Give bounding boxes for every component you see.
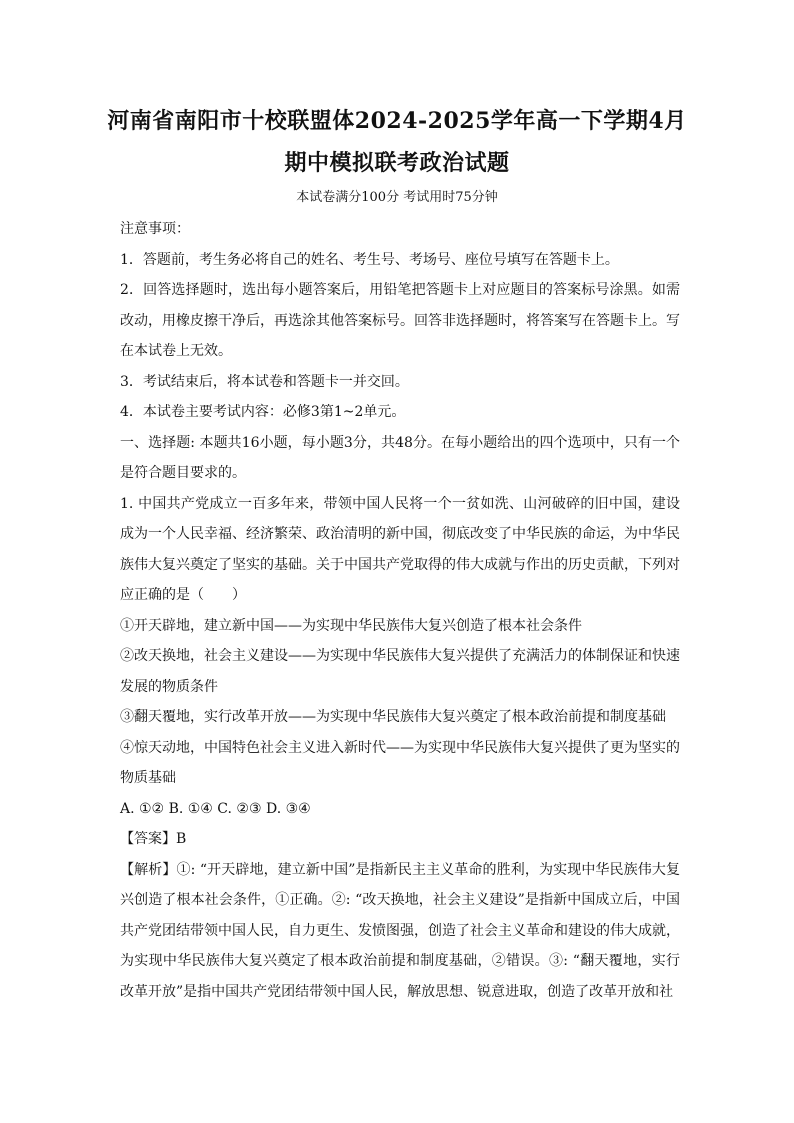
document-title-line1: 河南省南阳市十校联盟体2024-2025学年高一下学期4月 xyxy=(107,108,687,134)
notice-item: 1．答题前，考生务必将自己的姓名、考生号、考场号、座位号填写在答题卡上。 xyxy=(120,251,619,268)
question-stem: 1. 中国共产党成立一百多年来，带领中国人民将一个一贫如洗、山河破碎的旧中国，建设成为一个人民幸福、经济繁荣、政治清明的新中国，彻底改变了中华民族的命运，为中华民族伟大复兴奠定了坚实的基础。关于中国共产党取得的伟大成就与作出的历史贡献，下列对应正确的是（ ） xyxy=(120,495,680,603)
question-statement: ②改天换地，社会主义建设——为实现中华民族伟大复兴提供了充满活力的体制保证和快速发展的物质条件 xyxy=(120,648,680,695)
document-body xyxy=(120,214,680,1007)
question-statement: ④惊天动地，中国特色社会主义进入新时代——为实现中华民族伟大复兴提供了更为坚实的物质基础 xyxy=(120,739,680,786)
notice-item: 3．考试结束后，将本试卷和答题卡一并交回。 xyxy=(120,373,409,390)
analysis-paragraph: 【解析】①: “开天辟地，建立新中国”是指新民主主义革命的胜利，为实现中华民族伟大复兴创造了根本社会条件，①正确。②: “改天换地，社会主义建设”是指新中国成立后，中国共产党团结带领中国人民，自力更生、发愤图强，创造了社会主义革命和建设的伟大成就，为实现中华民族伟大复兴奠定了根本政治前提和制度基础，②错误。③: “翻天覆地，实行改革开放”是指中国共产党团结带领中国人民，解放思想、锐意进取，创造了改革开放和社 xyxy=(120,861,680,1000)
notice-item: 2．回答选择题时，选出每小题答案后，用铅笔把答题卡上对应题目的答案标号涂黑。如需改动，用橡皮擦干净后，再选涂其他答案标号。回答非选择题时，将答案写在答题卡上。写在本试卷上无效。 xyxy=(120,282,680,359)
notice-item: 4．本试卷主要考试内容：必修3第1~2单元。 xyxy=(120,404,406,420)
exam-info: 本试卷满分100分 考试用时75分钟 xyxy=(296,190,498,205)
question-statement: ③翻天覆地，实行改革开放——为实现中华民族伟大复兴奠定了根本政治前提和制度基础 xyxy=(120,709,666,725)
document-title-line2: 期中模拟联考政治试题 xyxy=(284,150,510,176)
question-options: A. ①② B. ①④ C. ②③ D. ③④ xyxy=(120,800,311,817)
question-statement: ①开天辟地，建立新中国——为实现中华民族伟大复兴创造了根本社会条件 xyxy=(120,617,582,634)
notice-heading: 注意事项： xyxy=(120,221,190,237)
section-heading: 一、选择题: 本题共16小题，每小题3分，共48分。在每小题给出的四个选项中，只有一个是符合题目要求的。 xyxy=(120,434,680,481)
answer-line: 【答案】B xyxy=(120,831,187,847)
